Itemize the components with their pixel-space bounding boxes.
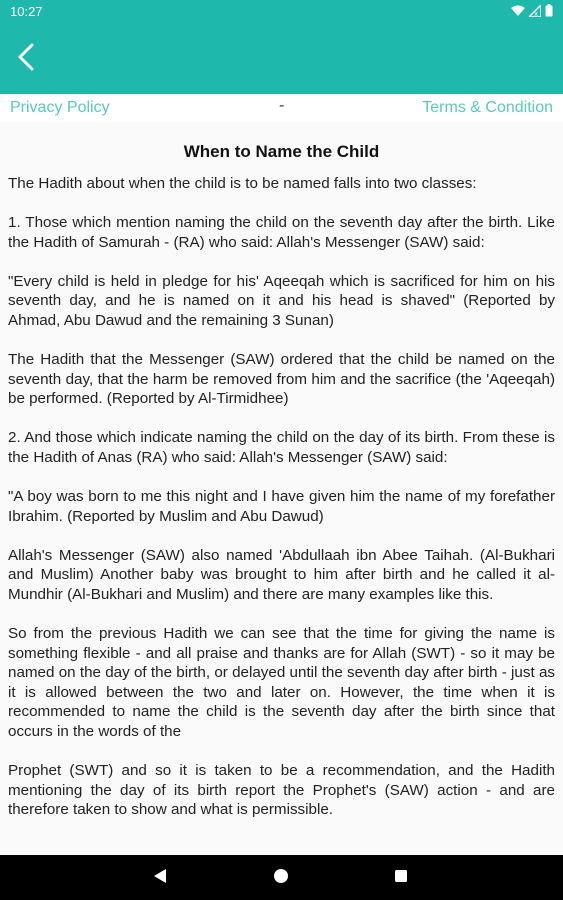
back-triangle-icon xyxy=(153,868,167,889)
app-toolbar xyxy=(0,24,563,94)
article-paragraph: The Hadith that the Messenger (SAW) ordered that the child be named on the seventh day, that the harm be removed from him and the sacrifice (the 'Aqeeqah) be performed. (Reported by Al-Tirmidhee) xyxy=(8,351,555,408)
article-paragraph: 2. And those which indicate naming the child on the day of its birth. From these is the Hadith of Anas (RA) who said: Allah's Messenger (SAW) said: xyxy=(8,429,555,466)
battery-icon xyxy=(545,4,553,22)
home-circle-icon xyxy=(273,868,289,889)
recents-square-icon xyxy=(394,869,408,888)
status-bar xyxy=(0,0,563,24)
back-arrow-icon xyxy=(16,42,36,77)
article-paragraph: "Every child is held in pledge for his' Aqeeqah which is sacrificed for him on his seventh day, and he is named on it and his head is shaved" (Reported by Ahmad, Abu Dawud and the remaining 3 Sunan) xyxy=(8,272,555,329)
article-paragraph: The Hadith about when the child is to be named falls into two classes: xyxy=(8,175,477,192)
privacy-policy-link[interactable]: Privacy Policy xyxy=(10,99,110,116)
svg-text:x: x xyxy=(534,10,539,17)
wifi-icon xyxy=(511,4,525,22)
status-icons xyxy=(511,4,553,22)
article-paragraph: "A boy was born to me this night and I have given him the name of my forefather Ibrahim. (Reported by Muslim and Abu Dawud) xyxy=(8,488,555,525)
article-content[interactable] xyxy=(0,122,563,855)
back-button[interactable] xyxy=(8,41,44,77)
nav-home-button[interactable] xyxy=(270,867,292,889)
system-nav-bar xyxy=(0,855,563,900)
article-paragraph: Allah's Messenger (SAW) also named 'Abdullaah ibn Abee Taihah. (Al-Bukhari and Muslim) Another baby was brought to him after birth and he called it al-Mundhir (Al-Bukhari and Muslim) and there are many examples like this. xyxy=(8,546,555,603)
status-time: 10:27 xyxy=(10,4,43,19)
article-paragraph: 1. Those which mention naming the child on the seventh day after the birth. Like the Hadith of Samurah - (RA) who said: Allah's Messenger (SAW) said: xyxy=(8,214,555,251)
article-paragraph: Prophet (SWT) and so it is taken to be a recommendation, and the Hadith mentioning the day of its birth report the Prophet's (SAW) action - and are therefore taken to show and what is permissible. xyxy=(8,762,555,819)
signal-icon xyxy=(529,4,541,22)
article-paragraph: So from the previous Hadith we can see that the time for giving the name is something flexible - and all praise and thanks are for Allah (SWT) - so it may be named on the day of the birth, or delayed until the seventh day after birth - just as it is allowed between the two and later on. However, the time when it is recommended to name the child is the seventh day after the birth since that occurs in the words of the xyxy=(8,625,555,740)
terms-condition-link[interactable]: Terms & Condition xyxy=(422,99,553,116)
links-bar xyxy=(0,94,563,122)
nav-recents-button[interactable] xyxy=(390,867,412,889)
article-title: When to Name the Child xyxy=(183,142,380,161)
nav-back-button[interactable] xyxy=(149,867,171,889)
links-separator: - xyxy=(279,97,285,114)
